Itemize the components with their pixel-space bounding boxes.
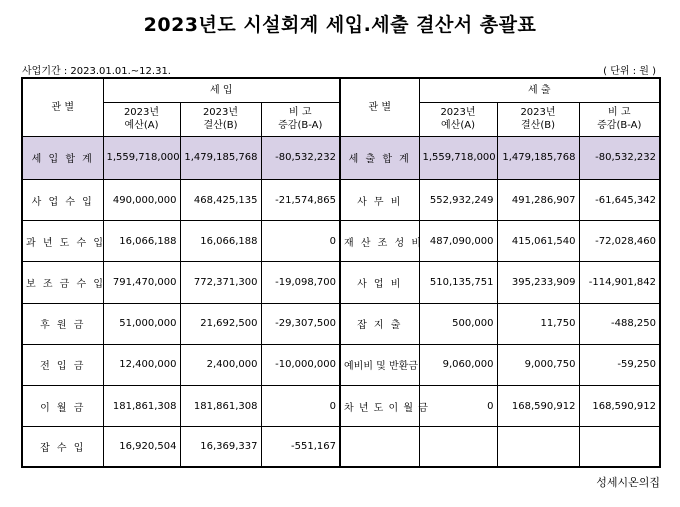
table-row bbox=[22, 180, 660, 221]
expense-actual: 11,750 bbox=[497, 303, 579, 344]
table-row bbox=[22, 427, 660, 467]
expense-category-header: 관 별 bbox=[340, 78, 419, 136]
income-actual-header: 2023년 결산(B) bbox=[180, 102, 261, 136]
period-text: 사업기간 : 2023.01.01.~12.31. bbox=[22, 66, 171, 77]
income-actual: 772,371,300 bbox=[180, 262, 261, 303]
income-label: 보 조 금 수 입 bbox=[22, 262, 103, 303]
expense-label bbox=[340, 427, 419, 467]
income-label: 세 입 합 계 bbox=[22, 136, 103, 179]
income-actual: 16,066,188 bbox=[180, 221, 261, 262]
income-actual: 16,369,337 bbox=[180, 427, 261, 467]
expense-budget: 9,060,000 bbox=[419, 344, 497, 385]
expense-diff: 168,590,912 bbox=[579, 386, 660, 427]
settlement-table bbox=[21, 77, 661, 468]
expense-budget: 510,135,751 bbox=[419, 262, 497, 303]
expense-diff: -61,645,342 bbox=[579, 180, 660, 221]
income-note-header: 비 고 증감(B-A) bbox=[261, 102, 340, 136]
organization-name: 성세시온의집 bbox=[596, 476, 660, 489]
income-budget: 1,559,718,000 bbox=[103, 136, 180, 179]
income-budget: 12,400,000 bbox=[103, 344, 180, 385]
income-actual: 181,861,308 bbox=[180, 386, 261, 427]
expense-header: 세 출 bbox=[419, 78, 660, 102]
expense-actual: 491,286,907 bbox=[497, 180, 579, 221]
income-actual: 21,692,500 bbox=[180, 303, 261, 344]
expense-actual-header: 2023년 결산(B) bbox=[497, 102, 579, 136]
income-header: 세 입 bbox=[103, 78, 340, 102]
expense-budget: 500,000 bbox=[419, 303, 497, 344]
income-label: 잡 수 입 bbox=[22, 427, 103, 467]
income-diff: -19,098,700 bbox=[261, 262, 340, 303]
income-diff: -551,167 bbox=[261, 427, 340, 467]
income-diff: -80,532,232 bbox=[261, 136, 340, 179]
income-label: 사 업 수 입 bbox=[22, 180, 103, 221]
page-title: 2023년도 시설회계 세입.세출 결산서 총괄표 bbox=[143, 14, 537, 36]
expense-diff: -488,250 bbox=[579, 303, 660, 344]
expense-diff: -72,028,460 bbox=[579, 221, 660, 262]
income-actual: 2,400,000 bbox=[180, 344, 261, 385]
table-row bbox=[22, 344, 660, 385]
income-budget: 181,861,308 bbox=[103, 386, 180, 427]
income-label: 전 입 금 bbox=[22, 344, 103, 385]
expense-label: 사 업 비 bbox=[340, 262, 419, 303]
expense-budget: 552,932,249 bbox=[419, 180, 497, 221]
expense-diff: -59,250 bbox=[579, 344, 660, 385]
expense-budget-header: 2023년 예산(A) bbox=[419, 102, 497, 136]
table-row bbox=[22, 386, 660, 427]
expense-actual: 415,061,540 bbox=[497, 221, 579, 262]
income-label: 과 년 도 수 입 bbox=[22, 221, 103, 262]
income-diff: 0 bbox=[261, 221, 340, 262]
income-category-header: 관 별 bbox=[22, 78, 103, 136]
expense-note-header: 비 고 증감(B-A) bbox=[579, 102, 660, 136]
expense-diff bbox=[579, 427, 660, 467]
income-diff: 0 bbox=[261, 386, 340, 427]
income-label: 이 월 금 bbox=[22, 386, 103, 427]
expense-actual: 395,233,909 bbox=[497, 262, 579, 303]
expense-actual bbox=[497, 427, 579, 467]
income-budget-header: 2023년 예산(A) bbox=[103, 102, 180, 136]
table-row bbox=[22, 262, 660, 303]
income-budget: 16,066,188 bbox=[103, 221, 180, 262]
expense-diff: -80,532,232 bbox=[579, 136, 660, 179]
income-actual: 468,425,135 bbox=[180, 180, 261, 221]
table-row bbox=[22, 303, 660, 344]
income-budget: 490,000,000 bbox=[103, 180, 180, 221]
expense-budget: 1,559,718,000 bbox=[419, 136, 497, 179]
table-row bbox=[22, 221, 660, 262]
expense-actual: 168,590,912 bbox=[497, 386, 579, 427]
income-budget: 51,000,000 bbox=[103, 303, 180, 344]
income-budget: 16,920,504 bbox=[103, 427, 180, 467]
income-budget: 791,470,000 bbox=[103, 262, 180, 303]
expense-label: 세 출 합 계 bbox=[340, 136, 419, 179]
table-row bbox=[22, 136, 660, 179]
expense-budget bbox=[419, 427, 497, 467]
expense-actual: 9,000,750 bbox=[497, 344, 579, 385]
expense-diff: -114,901,842 bbox=[579, 262, 660, 303]
income-diff: -29,307,500 bbox=[261, 303, 340, 344]
income-diff: -21,574,865 bbox=[261, 180, 340, 221]
income-diff: -10,000,000 bbox=[261, 344, 340, 385]
expense-label: 잡 지 출 bbox=[340, 303, 419, 344]
unit-text: ( 단위 : 원 ) bbox=[603, 66, 656, 77]
expense-label: 차 년 도 이 월 금 bbox=[340, 386, 419, 427]
expense-label: 예비비 및 반환금 bbox=[340, 344, 419, 385]
expense-budget: 487,090,000 bbox=[419, 221, 497, 262]
expense-actual: 1,479,185,768 bbox=[497, 136, 579, 179]
income-actual: 1,479,185,768 bbox=[180, 136, 261, 179]
income-label: 후 원 금 bbox=[22, 303, 103, 344]
expense-label: 재 산 조 성 비 bbox=[340, 221, 419, 262]
expense-label: 사 무 비 bbox=[340, 180, 419, 221]
expense-budget: 0 bbox=[419, 386, 497, 427]
